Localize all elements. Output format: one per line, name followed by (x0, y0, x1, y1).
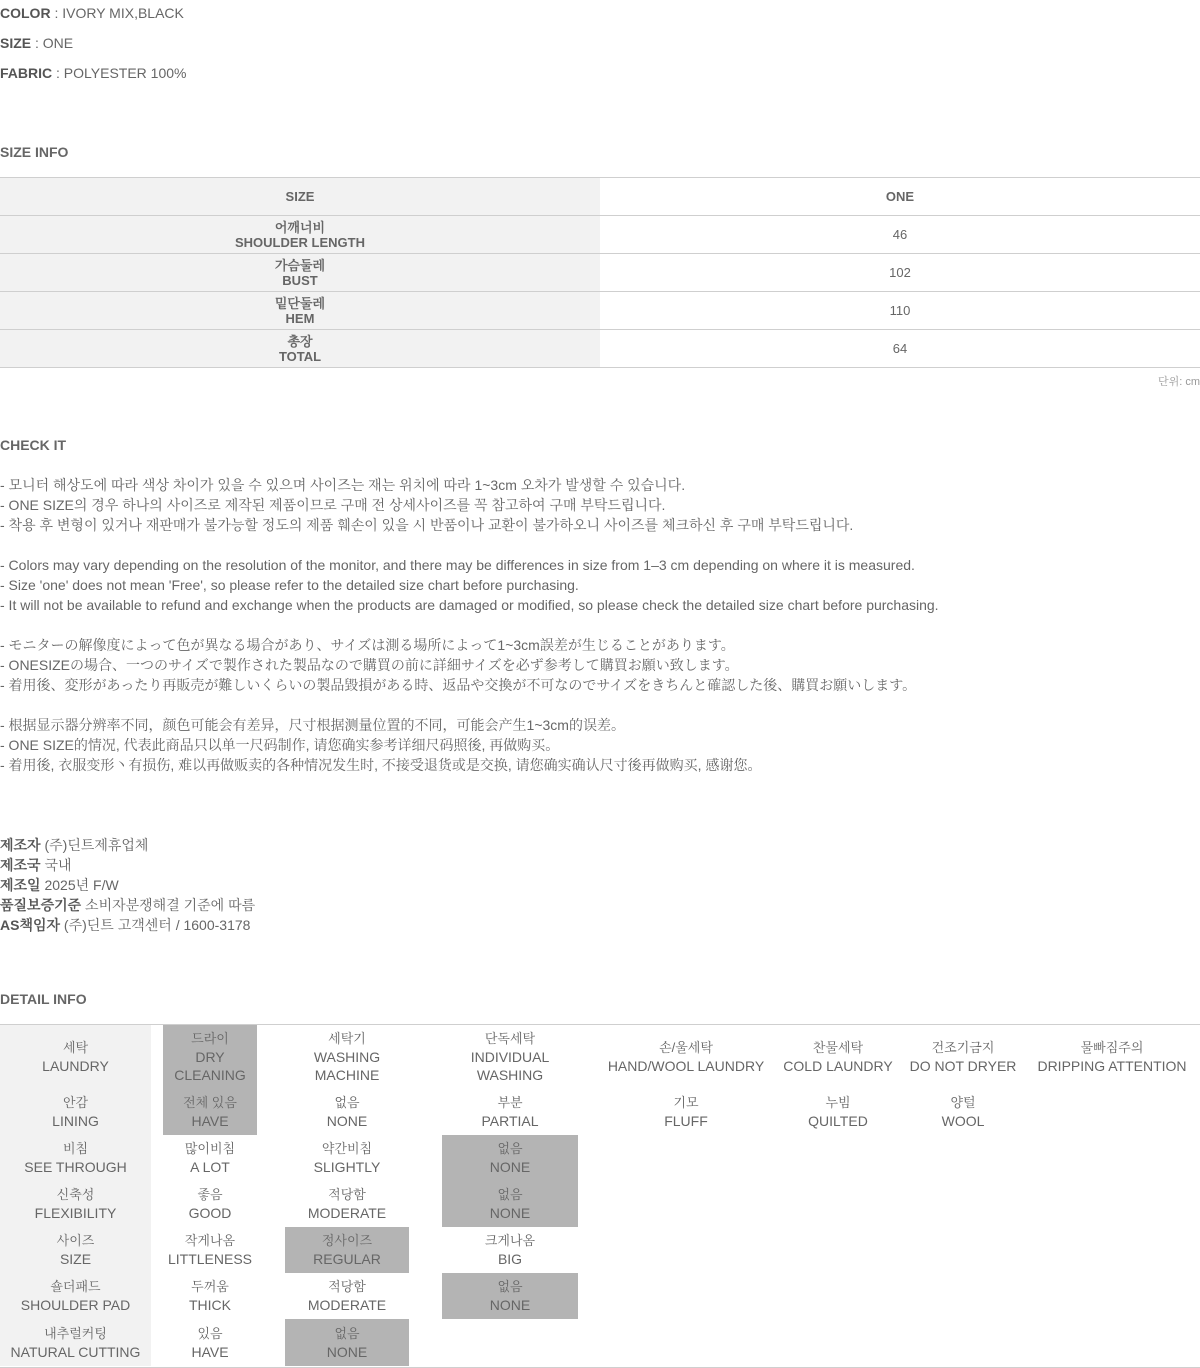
detail-option-en: MODERATE (307, 1297, 387, 1313)
spec-size (0, 33, 73, 53)
detail-option-ko: 기모 (673, 1095, 699, 1110)
detail-option-ko: 적당함 (328, 1187, 366, 1202)
spec-label: SIZE (0, 35, 32, 51)
maker-value: 국내 (40, 857, 72, 873)
detail-option-en: HAVE (191, 1343, 229, 1360)
maker-value: (주)딘트 고객센터 / 1600-3178 (60, 917, 251, 933)
detail-option-ko: 있음 (197, 1325, 223, 1341)
size-table-header (0, 178, 1200, 216)
detail-option-ko: 크게나옴 (484, 1233, 536, 1248)
spec-value: : POLYESTER 100% (52, 65, 187, 81)
maker-value: (주)딘트제휴업체 (40, 837, 149, 853)
detail-category-en: LAUNDRY (42, 1058, 109, 1074)
maker-row (0, 915, 255, 935)
detail-category (0, 1135, 151, 1181)
detail-option (163, 1273, 257, 1319)
detail-option-ko: 두꺼움 (191, 1279, 229, 1294)
detail-option-ko: 물빠짐주의 (1080, 1040, 1144, 1055)
detail-option-selected (285, 1319, 409, 1366)
detail-category-ko: 숄더패드 (50, 1279, 101, 1294)
spec-value: : ONE (31, 35, 74, 51)
detail-category-ko: 내추럴커팅 (44, 1325, 107, 1341)
detail-option-en: QUILTED (808, 1113, 868, 1129)
detail-category (0, 1227, 151, 1273)
detail-category-ko: 사이즈 (56, 1233, 95, 1248)
size-unit-note: 단위: cm (1157, 376, 1200, 388)
check-note: - ONESIZEの場合、一つのサイズで製作された製品なので購買の前に詳細サイズを必ず参考して購買お願い致します。 (0, 657, 739, 673)
check-it-notes (0, 475, 1200, 775)
detail-option-ko: 적당함 (328, 1279, 366, 1294)
maker-row (0, 875, 255, 895)
spacer (0, 615, 1200, 635)
maker-label: AS책임자 (0, 917, 61, 933)
spec-value: : IVORY MIX,BLACK (50, 5, 184, 21)
size-row-label (0, 292, 600, 329)
detail-option (1027, 1025, 1197, 1089)
detail-option-selected-ko: 드라이 (191, 1031, 229, 1046)
detail-option-selected-ko: 정사이즈 (321, 1233, 373, 1248)
detail-table (0, 1024, 1200, 1368)
detail-option-ko: 부분 (497, 1095, 523, 1110)
detail-option (442, 1025, 578, 1089)
detail-option-en: SLIGHTLY (313, 1159, 381, 1175)
maker-label: 품질보증기준 (0, 897, 82, 913)
detail-option-en: FLUFF (664, 1113, 708, 1129)
maker-label: 제조일 (0, 877, 41, 893)
detail-option-selected-en: NONE (489, 1297, 531, 1313)
detail-option (903, 1025, 1023, 1089)
detail-option-selected-ko: 없음 (334, 1325, 360, 1341)
spec-color (0, 3, 184, 23)
detail-option-en: NONE (326, 1113, 368, 1129)
detail-option-selected (442, 1135, 578, 1181)
maker-row (0, 855, 255, 875)
maker-label: 제조국 (0, 857, 41, 873)
spacer (0, 535, 1200, 555)
size-row-label-ko: 밑단둘레 (274, 295, 326, 311)
maker-row (0, 835, 255, 855)
detail-option (601, 1089, 771, 1135)
detail-option (163, 1135, 257, 1181)
size-row-label (0, 254, 600, 291)
spec-fabric (0, 63, 186, 83)
detail-option-selected-en: REGULAR (313, 1251, 381, 1267)
detail-option (285, 1181, 409, 1227)
detail-category-ko: 세탁 (62, 1040, 89, 1055)
detail-option-ko: 약간비침 (321, 1141, 373, 1156)
detail-option-en: GOOD (188, 1205, 232, 1221)
detail-category-ko: 안감 (62, 1095, 89, 1110)
detail-option-en: DRIPPING ATTENTION (1037, 1058, 1187, 1074)
size-row-value: 64 (892, 341, 908, 356)
size-row-label-ko: 가슴둘레 (274, 257, 326, 273)
detail-option (163, 1227, 257, 1273)
maker-row (0, 895, 255, 915)
detail-option-en: LITTLENESS (167, 1251, 253, 1267)
detail-option (778, 1025, 898, 1089)
detail-option-selected-en: DRY CLEANING (174, 1049, 246, 1083)
check-note: - ONE SIZE의 경우 하나의 사이즈로 제작된 제품이므로 구매 전 상세사이즈를 꼭 참고하여 구매 부탁드립니다. (0, 497, 666, 513)
detail-option (163, 1181, 257, 1227)
detail-category-en: SHOULDER PAD (20, 1297, 131, 1313)
detail-category (0, 1319, 151, 1366)
detail-option (285, 1089, 409, 1135)
size-header-value: ONE (885, 189, 915, 204)
detail-option (778, 1089, 898, 1135)
check-note: - 모니터 해상도에 따라 색상 차이가 있을 수 있으며 사이즈는 재는 위치에 따라 1~3cm 오차가 발생할 수 있습니다. (0, 477, 686, 493)
detail-option-en: HAND/WOOL LAUNDRY (607, 1058, 765, 1074)
detail-option (285, 1025, 409, 1089)
detail-info-title: DETAIL INFO (0, 991, 87, 1007)
size-row-label-en: BUST (282, 272, 318, 288)
size-row-label-ko: 어깨너비 (274, 219, 326, 235)
detail-option-en: WASHING MACHINE (313, 1049, 381, 1083)
detail-option-selected-en: NONE (326, 1343, 368, 1360)
check-note: - モニターの解像度によって色が異なる場合があり、サイズは測る場所によって1~3cm誤差が生じることがあります。 (0, 637, 735, 653)
detail-option-en: INDIVIDUAL WASHING (470, 1049, 550, 1083)
check-note: - ONE SIZE的情况, 代表此商品只以单一尺码制作, 请您确实参考详细尺码照後, 再做购买。 (0, 737, 560, 753)
maker-info (0, 835, 255, 935)
detail-option-selected-ko: 없음 (497, 1141, 523, 1156)
maker-value: 소비자분쟁해결 기준에 따름 (81, 897, 256, 913)
detail-option-selected (285, 1227, 409, 1273)
detail-option (285, 1273, 409, 1319)
size-row-label-en: SHOULDER LENGTH (235, 234, 365, 250)
detail-category-en: FLEXIBILITY (34, 1205, 117, 1221)
size-table-row (0, 216, 1200, 254)
detail-option (442, 1089, 578, 1135)
detail-option-en: WOOL (941, 1113, 985, 1129)
detail-option-en: COLD LAUNDRY (783, 1058, 893, 1074)
check-note: - 着用後、変形があったり再販売が難しいくらいの製品毀損がある時、返品や交換が不可なのでサイズをきちんと確認した後、購買お願いします。 (0, 677, 917, 693)
size-row-label-en: HEM (285, 310, 315, 326)
detail-option-selected (442, 1181, 578, 1227)
size-info-title: SIZE INFO (0, 144, 69, 160)
detail-option-selected (163, 1089, 257, 1135)
size-row-label-en: TOTAL (278, 348, 322, 364)
detail-option-ko: 손/울세탁 (659, 1040, 713, 1055)
spec-label: COLOR (0, 5, 51, 21)
detail-category (0, 1025, 151, 1089)
detail-category-ko: 비침 (62, 1141, 89, 1156)
detail-option-selected (163, 1025, 257, 1089)
check-it-title: CHECK IT (0, 437, 67, 453)
detail-option-selected-en: NONE (489, 1205, 531, 1221)
detail-option (442, 1227, 578, 1273)
detail-category-en: LINING (52, 1113, 99, 1129)
detail-option-ko: 좋음 (197, 1187, 223, 1202)
size-table-row (0, 330, 1200, 368)
detail-category (0, 1273, 151, 1319)
detail-option-selected-ko: 없음 (497, 1187, 523, 1202)
detail-option (903, 1089, 1023, 1135)
detail-option-selected (442, 1273, 578, 1319)
detail-option-en: DO NOT DRYER (909, 1058, 1017, 1074)
detail-option-ko: 작게나옴 (184, 1233, 236, 1248)
check-note: - It will not be available to refund and exchange when the products are damaged or modified, so please check the detailed size chart before purchasing. (0, 597, 939, 613)
size-row-value: 102 (889, 265, 911, 280)
size-table-row (0, 254, 1200, 292)
detail-option-ko: 건조기금지 (931, 1040, 995, 1055)
detail-option-en: PARTIAL (481, 1113, 539, 1129)
detail-option-ko: 세탁기 (328, 1031, 366, 1046)
size-row-label (0, 216, 600, 253)
detail-option (163, 1319, 257, 1366)
check-note: - Size 'one' does not mean 'Free', so please refer to the detailed size chart before purchasing. (0, 577, 579, 593)
detail-category-en: SEE THROUGH (24, 1159, 127, 1175)
detail-category-en: SIZE (59, 1251, 92, 1267)
size-row-value: 110 (889, 303, 911, 318)
detail-option-en: MODERATE (307, 1205, 387, 1221)
size-table (0, 177, 1200, 368)
check-note: - 着用後, 衣服变形丶有损伤, 难以再做贩卖的各种情况发生时, 不接受退货或是交换, 请您确实确认尺寸後再做购买, 感谢您。 (0, 757, 762, 773)
detail-option-ko: 단독세탁 (484, 1031, 536, 1046)
detail-option (601, 1025, 771, 1089)
detail-category-ko: 신축성 (56, 1187, 95, 1202)
detail-option-en: BIG (497, 1251, 523, 1267)
detail-option-selected-en: NONE (489, 1159, 531, 1175)
size-header-label: SIZE (0, 178, 600, 215)
detail-option-ko: 누빔 (825, 1095, 851, 1110)
detail-option-en: THICK (189, 1297, 231, 1313)
detail-option-ko: 찬물세탁 (812, 1040, 864, 1055)
spacer (0, 695, 1200, 715)
detail-option-ko: 양털 (950, 1095, 976, 1110)
size-row-label-ko: 총장 (287, 333, 313, 349)
detail-category-en: NATURAL CUTTING (10, 1343, 141, 1360)
maker-value: 2025년 F/W (40, 877, 119, 893)
size-row-value: 46 (892, 227, 908, 242)
detail-option-selected-ko: 없음 (497, 1279, 523, 1294)
detail-option-ko: 많이비침 (184, 1141, 236, 1156)
detail-category (0, 1089, 151, 1135)
maker-label: 제조자 (0, 837, 41, 853)
detail-option-selected-en: HAVE (191, 1113, 229, 1129)
detail-option-en: A LOT (190, 1159, 230, 1175)
spec-label: FABRIC (0, 65, 53, 81)
detail-option (285, 1135, 409, 1181)
check-note: - Colors may vary depending on the resolution of the monitor, and there may be differences in size from 1–3 cm depending on where it is measured. (0, 557, 915, 573)
size-table-row (0, 292, 1200, 330)
check-note: - 착용 후 변형이 있거나 재판매가 불가능할 정도의 제품 훼손이 있을 시 반품이나 교환이 불가하오니 사이즈를 체크하신 후 구매 부탁드립니다. (0, 517, 854, 533)
detail-category (0, 1181, 151, 1227)
detail-option-selected-ko: 전체 있음 (183, 1095, 237, 1110)
size-row-label (0, 330, 600, 367)
check-note: - 根据显示器分辨率不同，颜色可能会有差异，尺寸根据测量位置的不同，可能会产生1~3cm的误差。 (0, 717, 625, 733)
detail-option-ko: 없음 (334, 1095, 360, 1110)
